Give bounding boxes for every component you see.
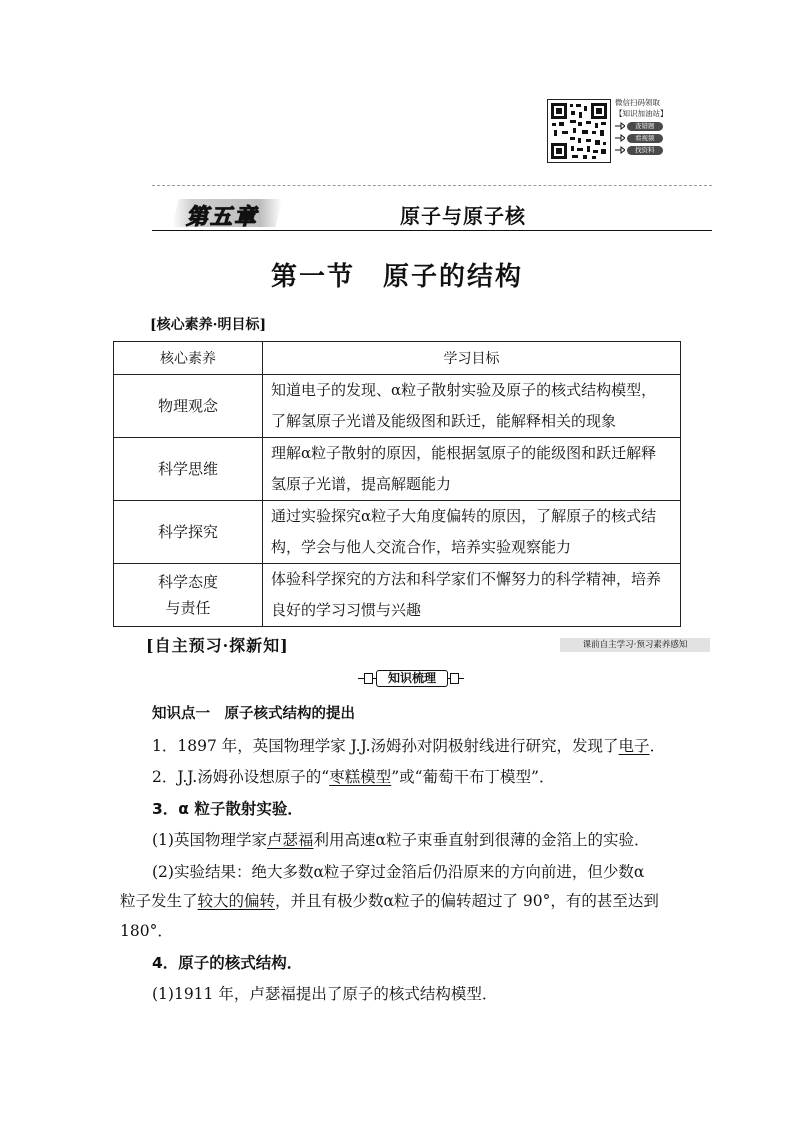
text: 2．J.J.汤姆孙设想原子的“: [152, 768, 330, 786]
column-header-literacy: 核心素养: [114, 342, 263, 375]
find-materials-button[interactable]: [615, 145, 695, 155]
paragraph-3: [152, 797, 303, 819]
paragraph-4: [152, 828, 649, 850]
table-row: [114, 564, 681, 627]
subheading: 4．原子的核式结构．: [152, 954, 303, 972]
literacy-cell: [114, 375, 263, 438]
chapter-number: 第五章: [186, 205, 259, 230]
text: 1．1897 年，英国物理学家 J.J.汤姆孙对阴极射线进行研究，发现了: [152, 737, 619, 755]
knowledge-label: 知识梳理: [376, 670, 448, 687]
goals-header-row: [114, 342, 681, 375]
goals-table: [113, 341, 681, 627]
literacy-cell: [114, 438, 263, 501]
answer-blank: 枣糕模型: [329, 768, 392, 786]
knowledge-cap-right: [450, 673, 459, 684]
hand-pointer-icon: [615, 134, 625, 142]
answer-blank: 卢瑟福: [266, 831, 314, 849]
goal-line: 良好的学习习惯与兴趣: [271, 601, 422, 619]
text: (1)英国物理学家: [152, 831, 267, 849]
knowledge-cap-left: [364, 673, 373, 684]
goal-line: 理解α粒子散射的原因，能根据氢原子的能级图和跃迁解释: [271, 444, 657, 462]
table-row: [114, 375, 681, 438]
chapter-tag: [172, 199, 282, 230]
section-title: 第一节 原子的结构: [270, 262, 523, 292]
literacy-label: 物理观念: [157, 397, 218, 415]
text: ，并且有极少数α粒子的偏转超过了 90°，有的甚至达到: [275, 892, 659, 910]
paragraph-1: [152, 734, 665, 756]
literacy-label: 科学态度: [157, 573, 218, 591]
knowledge-point-1: 知识点一 原子核式结构的提出: [152, 706, 355, 722]
goal-cell: [263, 438, 681, 501]
literacy-cell: [114, 501, 263, 564]
column-header-goals: 学习目标: [263, 342, 681, 375]
subheading: 3．α 粒子散射实验．: [152, 800, 303, 818]
hand-pointer-icon: [615, 122, 625, 130]
paragraph-8: [152, 951, 302, 973]
chapter-rule: [152, 230, 712, 231]
literacy-label-line2: 与责任: [165, 599, 211, 617]
answer-blank: 较大的偏转: [197, 892, 276, 910]
goals-heading: [核心素养·明目标]: [150, 317, 267, 333]
paragraph-6: [120, 889, 659, 911]
paragraph-2: [152, 765, 554, 787]
goal-cell: [263, 501, 681, 564]
qr-side-panel: [615, 97, 695, 155]
check-errors-button[interactable]: [615, 121, 695, 131]
literacy-label: 科学思维: [157, 460, 218, 478]
text: 粒子发生了: [120, 892, 198, 910]
qr-code[interactable]: [547, 99, 611, 163]
paragraph-5: (2)实验结果：绝大多数α粒子穿过金箔后仍沿原来的方向前进，但少数α: [152, 863, 645, 881]
paragraph-7: 180°．: [120, 922, 173, 940]
literacy-label: 科学探究: [157, 523, 218, 541]
paragraph-9: (1)1911 年，卢瑟福提出了原子的核式结构模型．: [152, 985, 498, 1003]
text: ”或“葡萄干布丁模型”．: [391, 768, 555, 786]
hand-pointer-icon: [615, 146, 625, 154]
goal-line: 知道电子的发现、α粒子散射实验及原子的核式结构模型，: [271, 381, 657, 399]
goal-cell: [263, 564, 681, 627]
preview-heading: [自主预习·探新知]: [146, 636, 289, 655]
table-row: [114, 501, 681, 564]
table-row: [114, 438, 681, 501]
goal-line: 氢原子光谱，提高解题能力: [271, 475, 452, 493]
literacy-cell: [114, 564, 263, 627]
goal-line: 了解氢原子光谱及能级图和跃迁，能解释相关的现象: [271, 412, 617, 430]
watch-video-label: 看视频: [627, 134, 663, 143]
goal-line: 通过实验探究α粒子大角度偏转的原因，了解原子的核式结: [271, 507, 657, 525]
qr-label: 微信扫码领取: [615, 98, 660, 107]
goal-line: 体验科学探究的方法和科学家们不懈努力的科学精神，培养: [271, 570, 662, 588]
chapter-title: 原子与原子核: [400, 204, 526, 228]
text: 利用高速α粒子束垂直射到很薄的金箔上的实验．: [313, 831, 650, 849]
text: ．: [649, 737, 666, 755]
check-errors-label: 查错题: [627, 122, 663, 131]
find-materials-label: 找资料: [627, 146, 663, 155]
goal-line: 构，学会与他人交流合作，培养实验观察能力: [271, 538, 572, 556]
goal-cell: [263, 375, 681, 438]
watch-video-button[interactable]: [615, 133, 695, 143]
knowledge-box: [358, 668, 464, 688]
header-divider: [152, 185, 712, 186]
preview-banner: 课前自主学习·预习素养感知: [560, 638, 710, 652]
qr-sublabel: 【知识加油站】: [615, 109, 668, 118]
answer-blank: 电子: [618, 737, 650, 755]
